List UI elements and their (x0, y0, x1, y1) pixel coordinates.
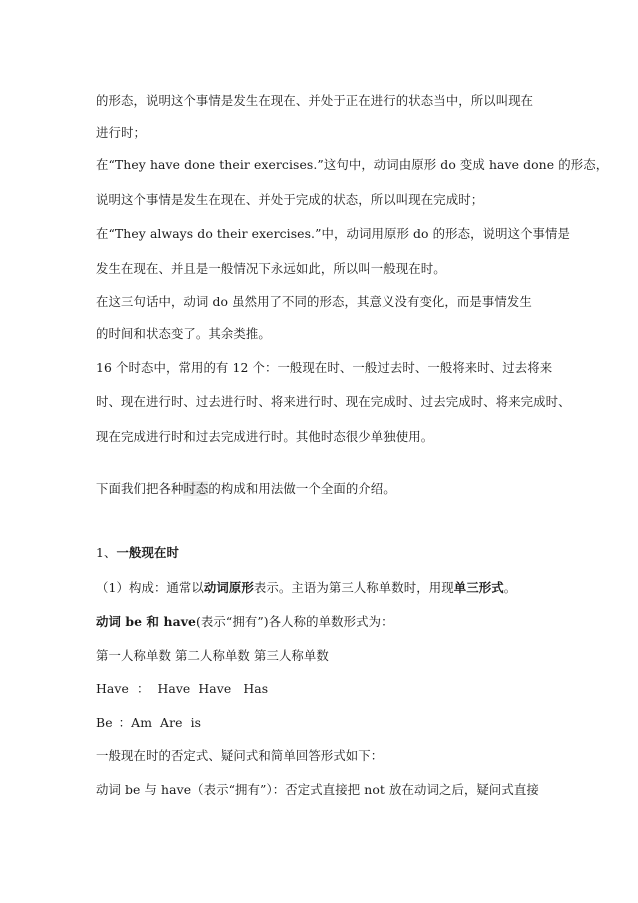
bold-term: 动词原形 (203, 580, 254, 595)
row-cell: Have (157, 681, 191, 696)
row-cell: Am (131, 715, 153, 730)
paragraph-line: 说明这个事情是发生在现在、并处于完成的状态，所以叫现在完成时； (96, 192, 484, 207)
composition-text: （1）构成：通常以 (96, 580, 204, 595)
paragraph-line: 现在完成进行时和过去完成进行时。其他时态很少单独使用。 (96, 429, 434, 444)
paragraph-line: 在这三句话中，动词 do 虽然用了不同的形态，其意义没有变化，而是事情发生 (96, 294, 532, 309)
row-label: Have (96, 681, 129, 696)
paragraph-line: 发生在现在、并且是一般情况下永远如此，所以叫一般现在时。 (96, 261, 446, 276)
section-number: 1、 (96, 545, 117, 560)
paragraph-line: 在“They always do their exercises.”中，动词用原形 do 的形态，说明这个事情是 (96, 226, 571, 241)
row-separator: ： (118, 715, 132, 730)
paragraph-line: 动词 be 与 have（表示“拥有”）：否定式直接把 not 放在动词之后，疑问式直接 (96, 782, 539, 797)
paragraph-line: 进行时； (96, 125, 146, 140)
row-cell: Are (160, 715, 183, 730)
bold-term: 单三形式 (453, 580, 504, 595)
persons-header: 第一人称单数 第二人称单数 第三人称单数 (96, 648, 329, 663)
row-cell: Has (243, 681, 269, 696)
intro-text: 下面我们把各种 (96, 481, 184, 496)
bold-term: 动词 be 和 have (96, 614, 196, 629)
row-separator: ： (136, 681, 150, 696)
section-heading (96, 545, 179, 561)
paragraph-line: 在“They have done their exercises.”这句中，动词由原形 do 变成 have done 的形态， (96, 157, 609, 172)
row-label: Be (96, 715, 113, 730)
section-title: 一般现在时 (116, 545, 179, 560)
be-have-line (96, 614, 394, 630)
negative-form-intro: 一般现在时的否定式、疑问式和简单回答形式如下： (96, 748, 384, 763)
be-row (96, 715, 201, 731)
have-row (96, 681, 268, 697)
paragraph-line: 16 个时态中，常用的有 12 个：一般现在时、一般过去时、一般将来时、过去将来 (96, 360, 553, 375)
intro-line (96, 481, 396, 497)
composition-line (96, 580, 516, 596)
highlighted-term: 时态 (183, 481, 209, 496)
intro-text: 的构成和用法做一个全面的介绍。 (208, 481, 396, 496)
paragraph-line: 的时间和状态变了。其余类推。 (96, 326, 271, 341)
be-have-text: (表示“拥有”)各人称的单数形式为： (195, 614, 394, 629)
row-cell: Have (198, 681, 232, 696)
composition-text: 。 (503, 580, 517, 595)
paragraph-line: 时、现在进行时、过去进行时、将来进行时、现在完成时、过去完成时、将来完成时、 (96, 394, 571, 409)
row-cell: is (190, 715, 202, 730)
paragraph-line: 的形态，说明这个事情是发生在现在、并处于正在进行的状态当中，所以叫现在 (96, 93, 534, 108)
composition-text: 表示。主语为第三人称单数时，用现 (253, 580, 454, 595)
